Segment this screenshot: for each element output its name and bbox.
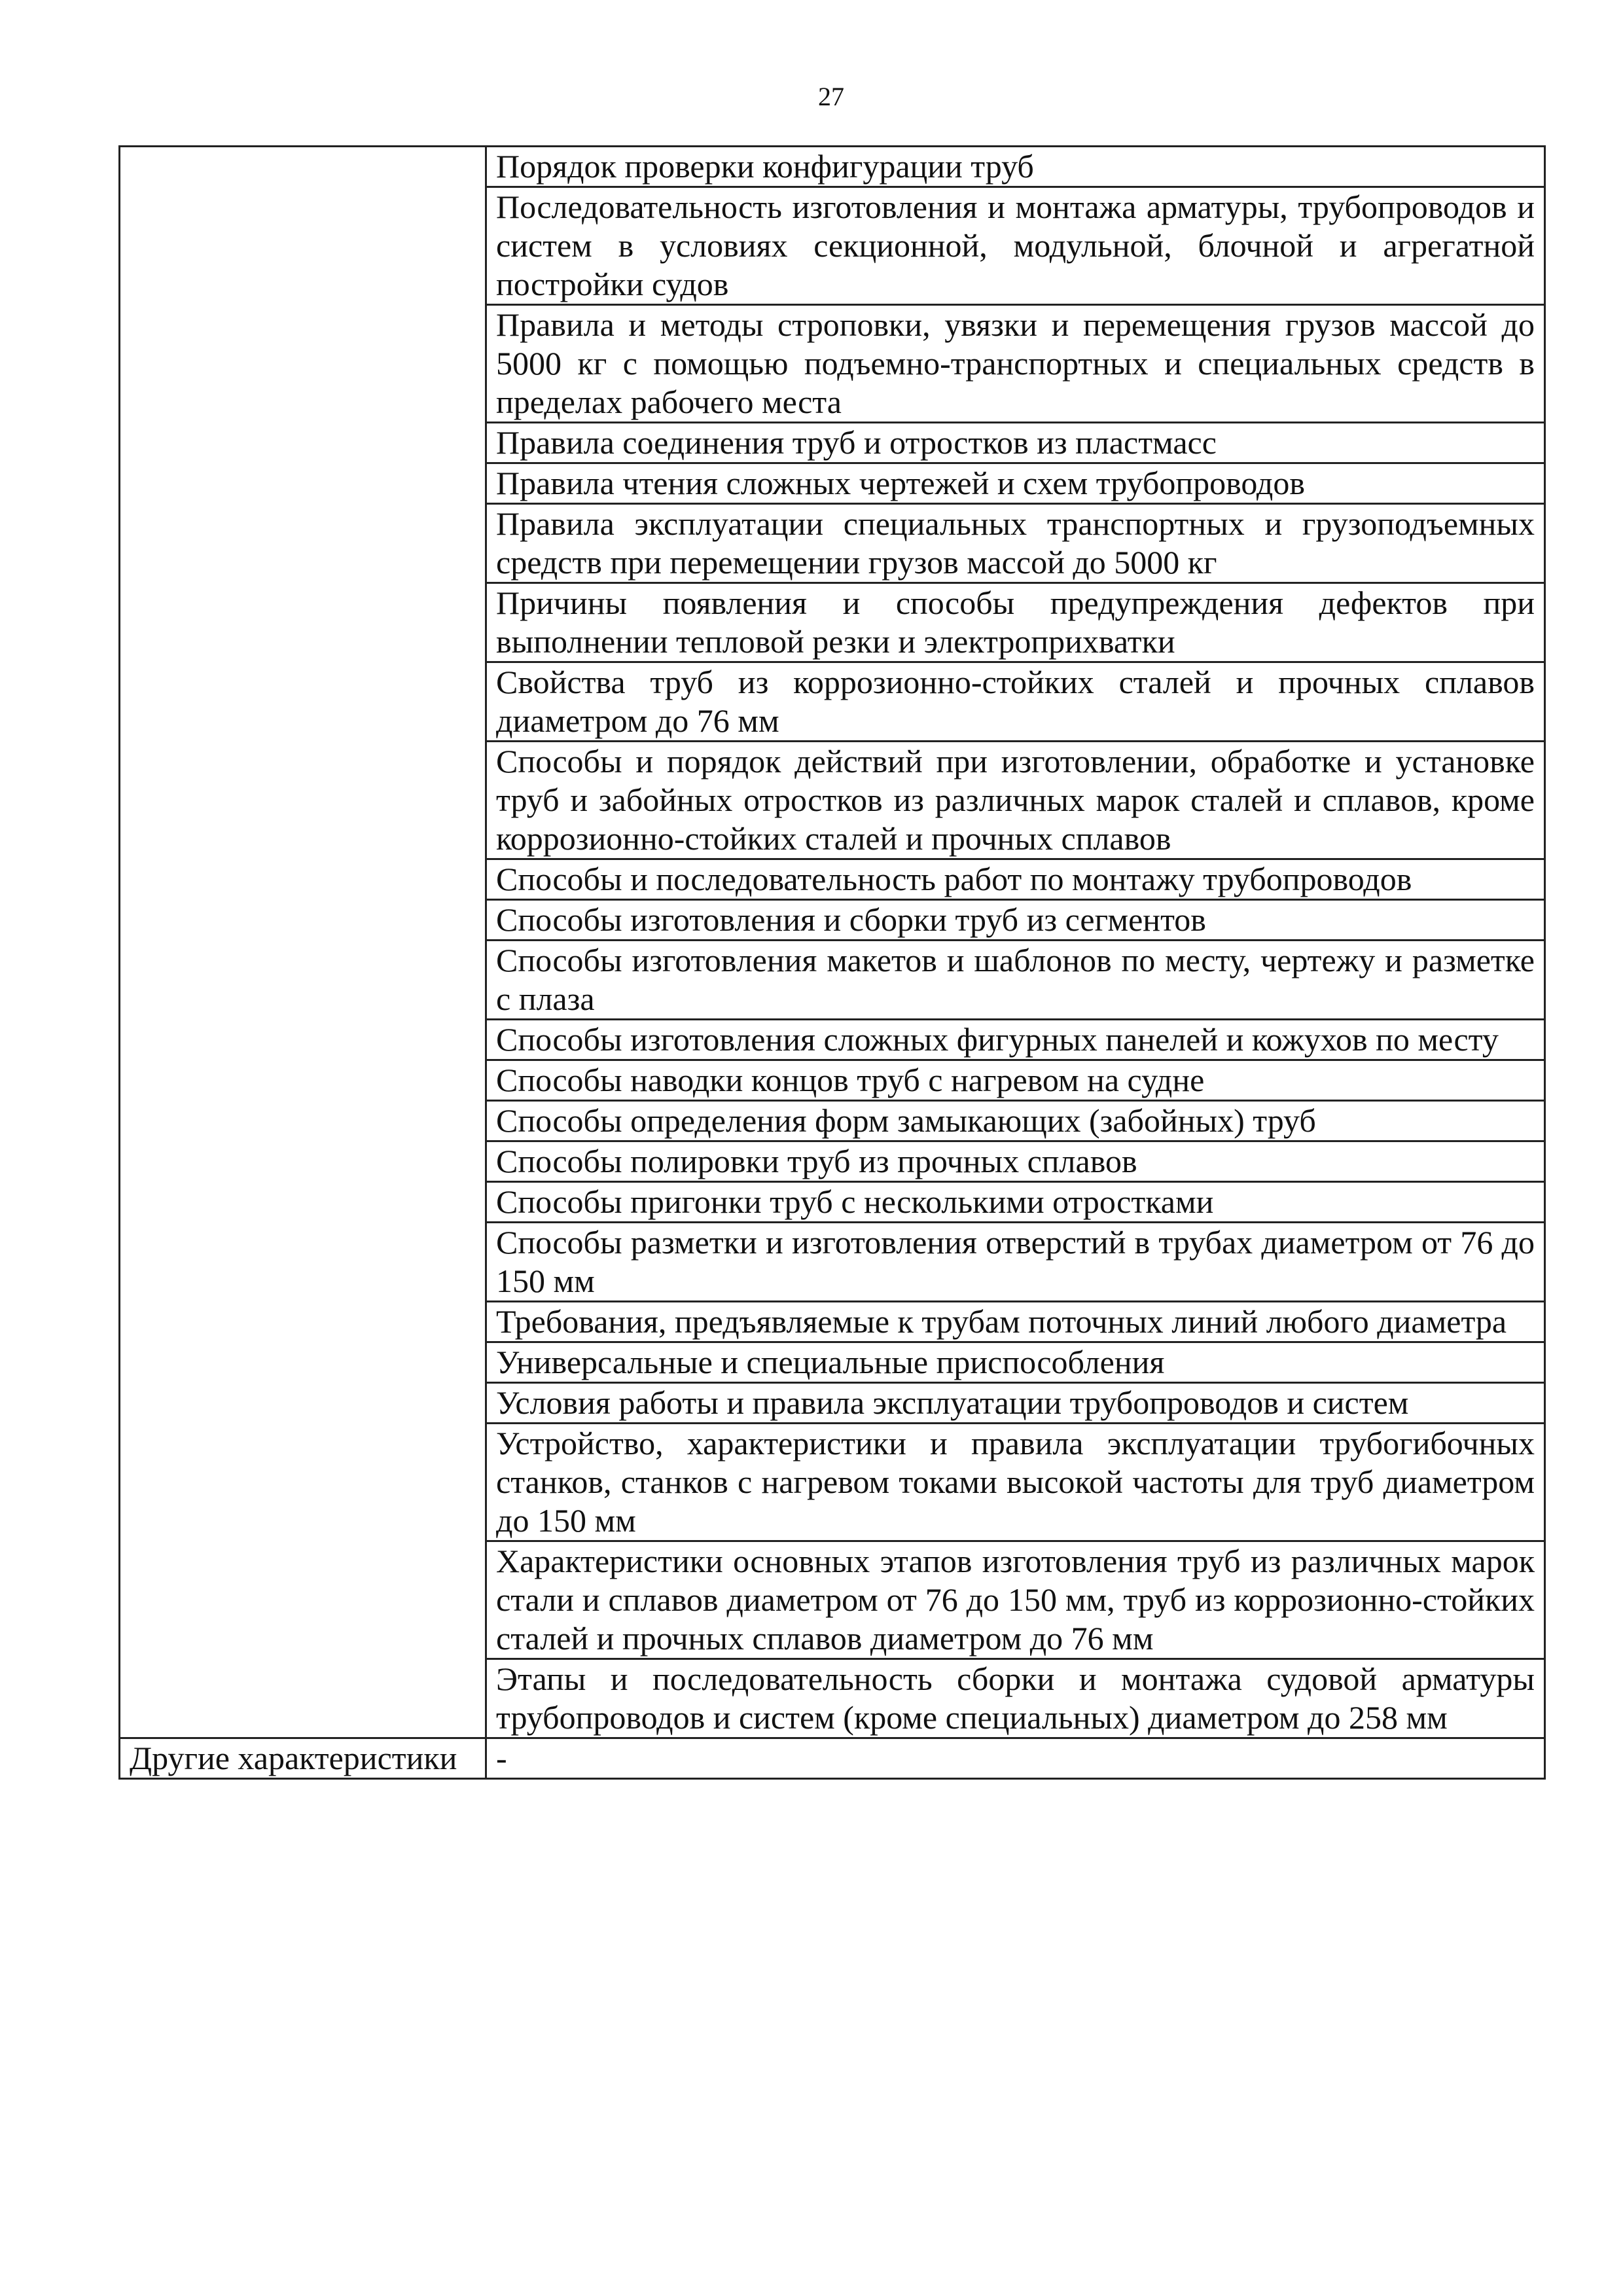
table-cell: Этапы и последовательность сборки и монтажа судовой арматуры трубопроводов и систем (кроме специальных) диаметром до 258 мм bbox=[486, 1659, 1545, 1738]
table-cell: Характеристики основных этапов изготовления труб из различных марок стали и сплавов диаметром от 76 до 150 мм, труб из коррозионно-стойких сталей и прочных сплавов диаметром до 76 мм bbox=[486, 1541, 1545, 1659]
table-cell: Способы полировки труб из прочных сплавов bbox=[486, 1141, 1545, 1182]
table-row-other bbox=[120, 1738, 1545, 1779]
table-cell: Способы разметки и изготовления отверстий в трубах диаметром от 76 до 150 мм bbox=[486, 1223, 1545, 1302]
table-cell: Правила и методы строповки, увязки и перемещения грузов массой до 5000 кг с помощью подъемно-транспортных и специальных средств в пределах рабочего места bbox=[486, 305, 1545, 423]
table-cell: Способы пригонки труб с несколькими отростками bbox=[486, 1182, 1545, 1223]
table-cell: Условия работы и правила эксплуатации трубопроводов и систем bbox=[486, 1383, 1545, 1424]
table-cell: Последовательность изготовления и монтажа арматуры, трубопроводов и систем в условиях секционной, модульной, блочной и агрегатной постройки судов bbox=[486, 187, 1545, 305]
table-cell: Свойства труб из коррозионно-стойких сталей и прочных сплавов диаметром до 76 мм bbox=[486, 662, 1545, 742]
table-cell: Способы изготовления сложных фигурных панелей и кожухов по месту bbox=[486, 1020, 1545, 1060]
table-cell: Способы изготовления макетов и шаблонов по месту, чертежу и разметке с плаза bbox=[486, 941, 1545, 1020]
table-cell: Способы и порядок действий при изготовлении, обработке и установке труб и забойных отростков из различных марок сталей и сплавов, кроме коррозионно-стойких сталей и прочных сплавов bbox=[486, 742, 1545, 859]
page-number: 27 bbox=[818, 82, 844, 111]
table-cell: Универсальные и специальные приспособления bbox=[486, 1342, 1545, 1383]
table-cell: Способы наводки концов труб с нагревом на судне bbox=[486, 1060, 1545, 1101]
table-cell: Устройство, характеристики и правила эксплуатации трубогибочных станков, станков с нагревом токами высокой частоты для труб диаметром до 150 мм bbox=[486, 1424, 1545, 1541]
table-cell: Способы и последовательность работ по монтажу трубопроводов bbox=[486, 859, 1545, 900]
table-cell: Причины появления и способы предупреждения дефектов при выполнении тепловой резки и электроприхватки bbox=[486, 583, 1545, 662]
table-cell: Порядок проверки конфигурации труб bbox=[486, 147, 1545, 187]
table-cell: Правила эксплуатации специальных транспортных и грузоподъемных средств при перемещении грузов массой до 5000 кг bbox=[486, 504, 1545, 583]
table-cell: Способы определения форм замыкающих (забойных) труб bbox=[486, 1101, 1545, 1141]
other-characteristics-value: - bbox=[486, 1738, 1545, 1779]
table-cell: Способы изготовления и сборки труб из сегментов bbox=[486, 900, 1545, 941]
table-cell: Требования, предъявляемые к трубам поточных линий любого диаметра bbox=[486, 1302, 1545, 1342]
knowledge-table bbox=[118, 145, 1546, 1780]
other-characteristics-label: Другие характеристики bbox=[120, 1738, 486, 1779]
table-row bbox=[120, 147, 1545, 187]
table-cell: Правила соединения труб и отростков из пластмасс bbox=[486, 423, 1545, 463]
empty-left-cell bbox=[120, 147, 486, 1738]
table-cell: Правила чтения сложных чертежей и схем трубопроводов bbox=[486, 463, 1545, 504]
